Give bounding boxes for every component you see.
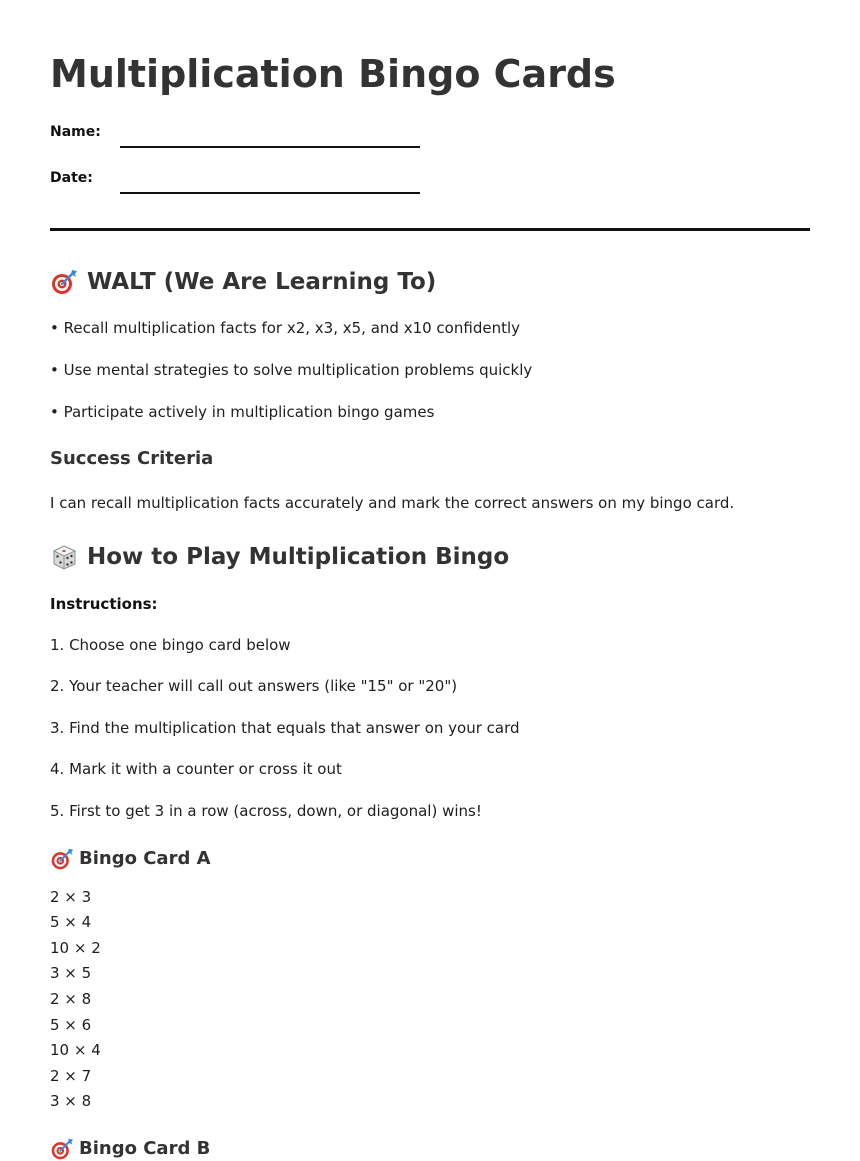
name-field — [50, 122, 430, 152]
date-label: Date: — [50, 170, 93, 186]
bingo-fact: 5 × 4 — [50, 913, 92, 931]
header-divider — [50, 228, 810, 231]
bingo-fact: 5 × 6 — [50, 1016, 92, 1034]
page-title: Multiplication Bingo Cards — [50, 52, 616, 96]
bingo-fact: 2 × 8 — [50, 990, 92, 1008]
target-dart-icon — [50, 1137, 74, 1161]
bingo-card-b-heading — [50, 1137, 210, 1161]
walt-item: • Use mental strategies to solve multiplication problems quickly — [50, 361, 533, 379]
bingo-fact: 2 × 3 — [50, 888, 92, 906]
bingo-fact: 2 × 7 — [50, 1067, 92, 1085]
dice-icon — [50, 543, 78, 571]
bingo-card-a-heading — [50, 847, 211, 871]
date-field — [50, 168, 430, 198]
walt-item: • Participate actively in multiplication bingo games — [50, 403, 435, 421]
bingo-fact: 3 × 8 — [50, 1092, 92, 1110]
bingo-card-a-title: Bingo Card A — [79, 848, 211, 869]
instruction-step: 5. First to get 3 in a row (across, down, or diagonal) wins! — [50, 802, 482, 820]
how-to-play-heading — [50, 542, 509, 572]
success-criteria-text: I can recall multiplication facts accurately and mark the correct answers on my bingo card. — [50, 494, 735, 512]
target-dart-icon — [50, 268, 78, 296]
walt-item: • Recall multiplication facts for x2, x3, x5, and x10 confidently — [50, 319, 520, 337]
instructions-label: Instructions: — [50, 595, 158, 613]
walt-heading-text: WALT (We Are Learning To) — [87, 269, 437, 295]
bingo-fact: 3 × 5 — [50, 964, 92, 982]
how-to-play-heading-text: How to Play Multiplication Bingo — [87, 544, 510, 570]
instruction-step: 2. Your teacher will call out answers (like "15" or "20") — [50, 677, 458, 695]
bingo-fact: 10 × 4 — [50, 1041, 101, 1059]
instruction-step: 3. Find the multiplication that equals that answer on your card — [50, 719, 520, 737]
walt-heading — [50, 267, 436, 297]
bingo-fact: 10 × 2 — [50, 939, 101, 957]
bingo-card-b-title: Bingo Card B — [79, 1138, 211, 1159]
name-blank-line — [120, 122, 420, 148]
date-blank-line — [120, 168, 420, 194]
success-criteria-heading: Success Criteria — [50, 448, 214, 469]
name-label: Name: — [50, 124, 101, 140]
instruction-step: 4. Mark it with a counter or cross it out — [50, 760, 342, 778]
instruction-step: 1. Choose one bingo card below — [50, 636, 291, 654]
target-dart-icon — [50, 847, 74, 871]
